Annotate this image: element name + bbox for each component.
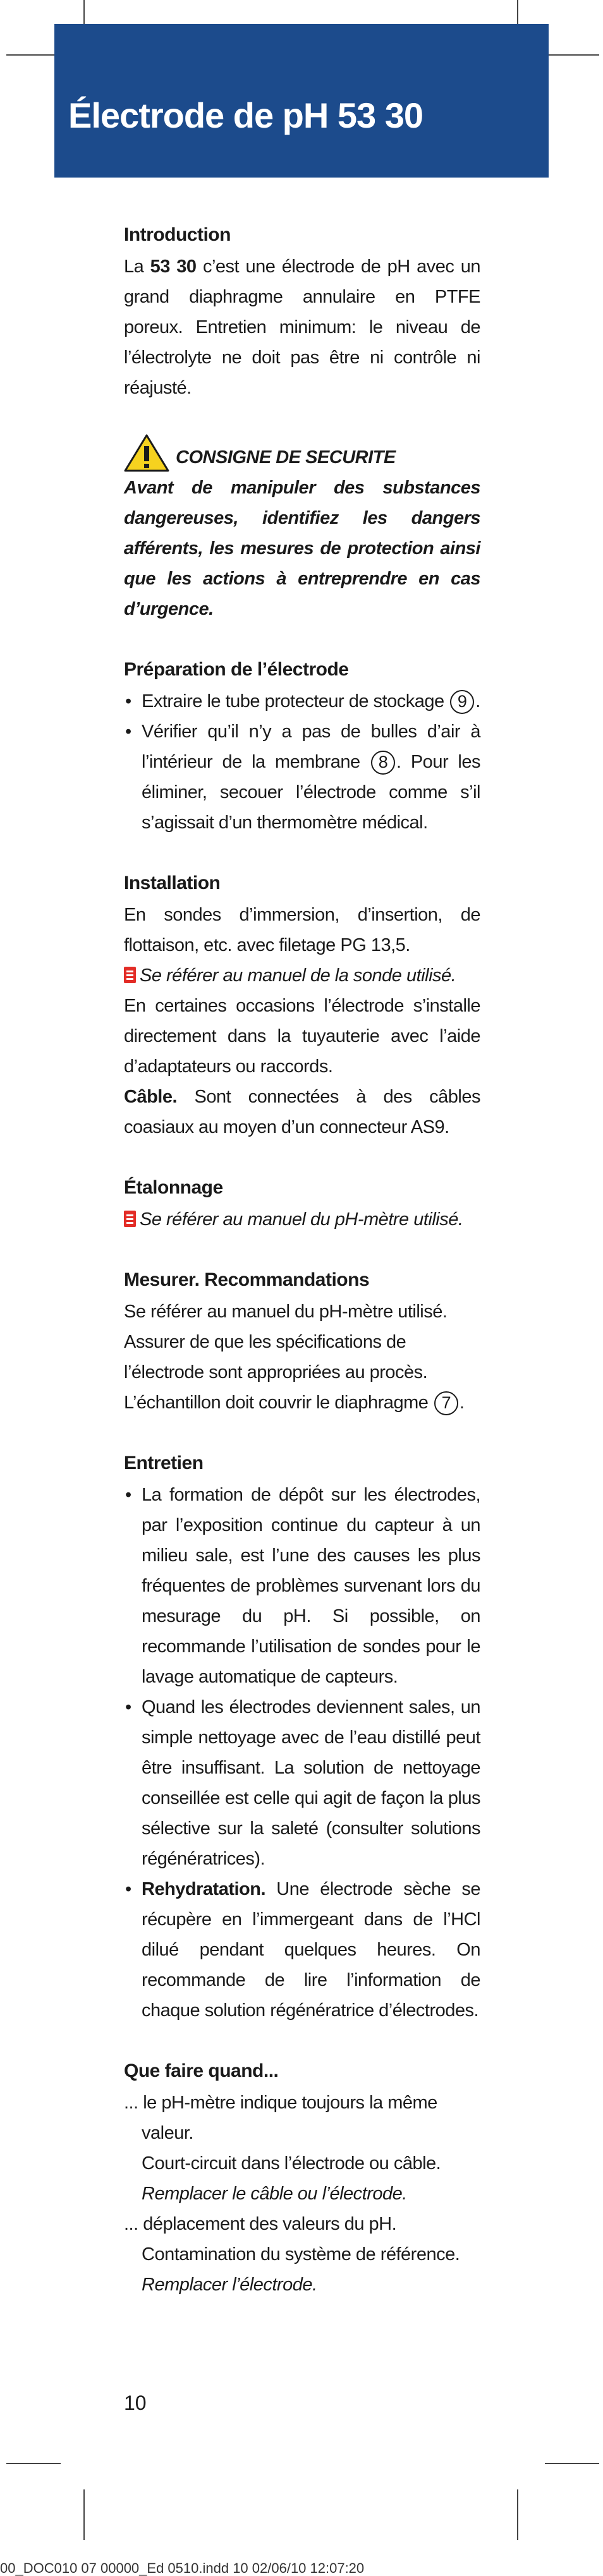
list-item (124, 717, 480, 838)
crop-mark-top-right-h (545, 54, 599, 56)
intro-text: c’est une électrode de pH avec un grand diaphragme annulaire en PTFE poreux. Entretien minimum: le niveau de l’électrolyte ne doit pas être ni contrôle ni réajusté. (124, 257, 480, 398)
maintenance-list (124, 1480, 480, 2026)
measure-heading: Mesurer. Recommandations (124, 1269, 370, 1290)
pdf-icon (124, 967, 136, 983)
calibration-ref-text: Se référer au manuel du pH-mètre utilisé. (140, 1209, 463, 1230)
pdf-icon (124, 1211, 136, 1227)
reference-number: 7 (434, 1391, 458, 1415)
safety-title: CONSIGNE DE SECURITE (176, 447, 396, 468)
installation-cable (124, 1082, 480, 1142)
preparation-list (124, 686, 480, 838)
intro-paragraph (124, 251, 480, 403)
model-number: 53 30 (150, 257, 197, 277)
cable-text: Sont connectées à des câbles coasiaux au moyen d’un connecteur AS9. (124, 1087, 480, 1137)
faq-cause: Court-circuit dans l’électrode ou câble. (142, 2153, 441, 2174)
safety-title-row (124, 433, 480, 473)
warning-icon (124, 433, 169, 473)
installation-line2: En certaines occasions l’électrode s’installe directement dans la tuyauterie avec l’aide d’adaptateurs ou raccords. (124, 996, 480, 1077)
preparation-section (124, 655, 480, 838)
measure-line3-text: L’échantillon doit couvrir le diaphragme (124, 1393, 429, 1413)
measure-line1: Se référer au manuel du pH-mètre utilisé. (124, 1302, 448, 1322)
maintenance-heading: Entretien (124, 1453, 204, 1473)
preparation-item-text: . Pour les éliminer, secouer l’électrode comme s’il s’agissait d’un thermomètre médical. (142, 752, 481, 833)
crop-mark-top-left-h (6, 54, 61, 56)
faq-question: ... le pH-mètre indique toujours la même valeur. (124, 2093, 437, 2143)
calibration-ref (124, 1204, 480, 1235)
installation-ref (124, 960, 480, 991)
page-number: 10 (124, 2392, 147, 2414)
faq-question: ... déplacement des valeurs du pH. (124, 2214, 397, 2234)
document-body (124, 220, 480, 2330)
crop-mark-bottom-right-v (517, 2489, 518, 2540)
intro-pre: La (124, 257, 150, 277)
intro-heading: Introduction (124, 224, 231, 245)
page-title: Électrode de pH 53 30 (68, 95, 423, 135)
print-slug: 00_DOC010 07 00000_Ed 0510.indd 10 02/06/10 12:07:20 (0, 2560, 365, 2576)
crop-mark-bottom-left-v (83, 2489, 85, 2540)
faq-action: Remplacer le câble ou l’électrode. (142, 2184, 407, 2204)
safety-section (124, 433, 480, 624)
list-item: • La formation de dépôt sur les électrodes, par l’exposition continue du capteur à un milieu sale, est l’une des causes les plus fréquentes de problèmes survenant lors du mesurage du pH. Si possible, on recommande l’utilisation de sondes pour le lavage automatique de capteurs. (124, 1480, 480, 1692)
rehydration-text: Une électrode sèche se récupère en l’immergeant dans de l’HCl dilué pendant quelques heures. On recommande de lire l’information de chaque solution régénératrice d’électrodes. (142, 1879, 480, 2021)
safety-body: Avant de manipuler des substances dangereuses, identifiez les dangers afférents, les mesures de protection ainsi que les actions à entreprendre en cas d’urgence. (124, 478, 480, 619)
list-item: • Quand les électrodes deviennent sales, un simple nettoyage avec de l’eau distillé peut être insuffisant. La solution de nettoyage conseillée est celle qui agit de façon la plus sélective sur la saleté (consulter solutions régénératrices). (124, 1692, 480, 1874)
list-item: • Extraire le tube protecteur de stockage 9 . (124, 686, 480, 717)
installation-section (124, 868, 480, 1142)
faq-heading: Que faire quand... (124, 2060, 279, 2081)
faq-action: Remplacer l’électrode. (142, 2275, 317, 2295)
installation-line1: En sondes d’immersion, d’insertion, de flottaison, etc. avec filetage PG 13,5. (124, 905, 480, 955)
preparation-item-text: Extraire le tube protecteur de stockage (142, 691, 444, 711)
preparation-heading: Préparation de l’électrode (124, 659, 349, 680)
measure-section (124, 1265, 480, 1418)
installation-ref-text: Se référer au manuel de la sonde utilisé. (140, 965, 456, 986)
measure-line2: Assurer de que les spécifications de l’électrode sont appropriées au procès. (124, 1332, 428, 1382)
maintenance-section (124, 1448, 480, 2026)
installation-heading: Installation (124, 873, 221, 893)
crop-mark-bottom-left-h (6, 2463, 61, 2464)
rehydration-label: Rehydratation. (142, 1879, 266, 1899)
measure-line3: L’échantillon doit couvrir le diaphragme 7 . (124, 1388, 480, 1418)
reference-number: 8 (371, 751, 395, 775)
crop-mark-bottom-right-h (545, 2463, 599, 2464)
faq-section (124, 2056, 480, 2300)
intro-section (124, 220, 480, 403)
reference-number: 9 (450, 690, 474, 714)
calibration-section (124, 1173, 480, 1235)
cable-label: Câble. (124, 1087, 178, 1107)
preparation-item-text: Vérifier qu’il n’y a pas de bulles d’air à l’intérieur de la membrane (142, 722, 480, 772)
calibration-heading: Étalonnage (124, 1177, 223, 1198)
list-item (124, 1874, 480, 2026)
faq-cause: Contamination du système de référence. (142, 2244, 460, 2265)
